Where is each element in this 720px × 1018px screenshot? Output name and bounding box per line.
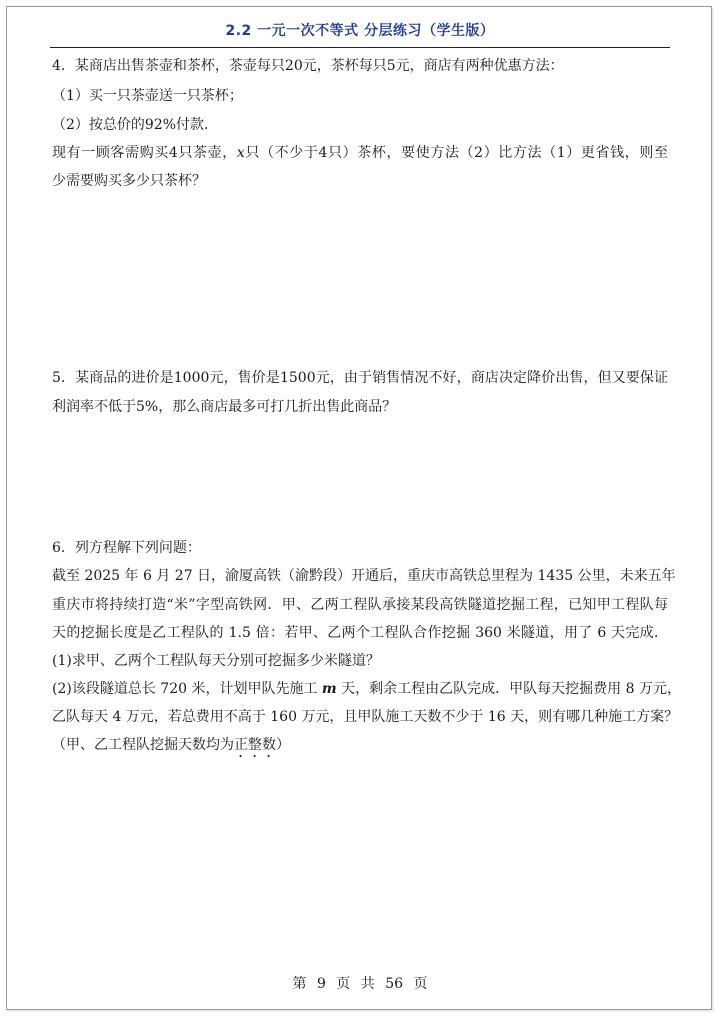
q6-line-7: 乙队每天 4 万元，若总费用不高于 160 万元，且甲队施工天数不少于 16 天，则有哪几种施工方案？: [52, 709, 679, 725]
q6-line-8-a: （甲、乙工程队挖掘天数均为: [52, 737, 234, 753]
page-title: 2.2 一元一次不等式 分层练习（学生版）: [225, 23, 495, 39]
q6-line-8-b: ）: [276, 737, 290, 753]
q6-variable-m: m: [321, 681, 337, 697]
q6-line-4: 天的挖掘长度是乙工程队的 1.5 倍：若甲、乙两个工程队合作挖掘 360 米隧道，用了 6 天完成．: [52, 625, 668, 641]
q4-line-4-a: 现有一顾客需购买4只茶壶，: [52, 145, 237, 161]
q4-variable-x: x: [236, 145, 245, 161]
q4-line-3: （2）按总价的92%付款．: [52, 117, 219, 133]
q4-line-1: 4．某商店出售茶壶和茶杯，茶壶每只20元，茶杯每只5元，商店有两种优惠方法：: [52, 58, 564, 74]
q6-line-6: [52, 680, 681, 698]
q4-line-5: 少需要购买多少只茶杯？: [52, 173, 206, 189]
q6-line-5: (1)求甲、乙两个工程队每天分别可挖掘多少米隧道？: [52, 653, 380, 669]
q5-line-2: 利润率不低于5%，那么商店最多可打几折出售此商品？: [52, 399, 397, 415]
q6-emphasis-text: 正整数: [234, 737, 276, 753]
q6-line-6-b: 天，剩余工程由乙队完成．甲队每天挖掘费用 8 万元，: [336, 681, 681, 697]
q6-line-3: 重庆市将持续打造“米”字型高铁网．甲、乙两工程队承接某段高铁隧道挖掘工程，已知甲工程队每: [52, 597, 668, 613]
q6-line-1: 6．列方程解下列问题：: [52, 540, 201, 556]
q6-line-6-a: (2)该段隧道总长 720 米，计划甲队先施工: [52, 681, 322, 697]
page-number: 第 9 页 共 56 页: [292, 976, 428, 992]
q4-line-4: [52, 144, 668, 162]
q4-line-4-b: 只（不少于4只）茶杯，要使方法（2）比方法（1）更省钱，则至: [244, 145, 668, 161]
q6-line-8: [52, 736, 290, 761]
q5-line-1: 5．某商品的进价是1000元，售价是1500元，由于销售情况不好，商店决定降价出售，但又要保证: [52, 370, 668, 386]
q6-line-2: 截至 2025 年 6 月 27 日，渝厦高铁（渝黔段）开通后，重庆市高铁总里程为 1435 公里，未来五年: [52, 568, 676, 584]
q4-line-2: （1）买一只茶壶送一只茶杯；: [52, 88, 243, 104]
header-divider: [50, 47, 670, 48]
